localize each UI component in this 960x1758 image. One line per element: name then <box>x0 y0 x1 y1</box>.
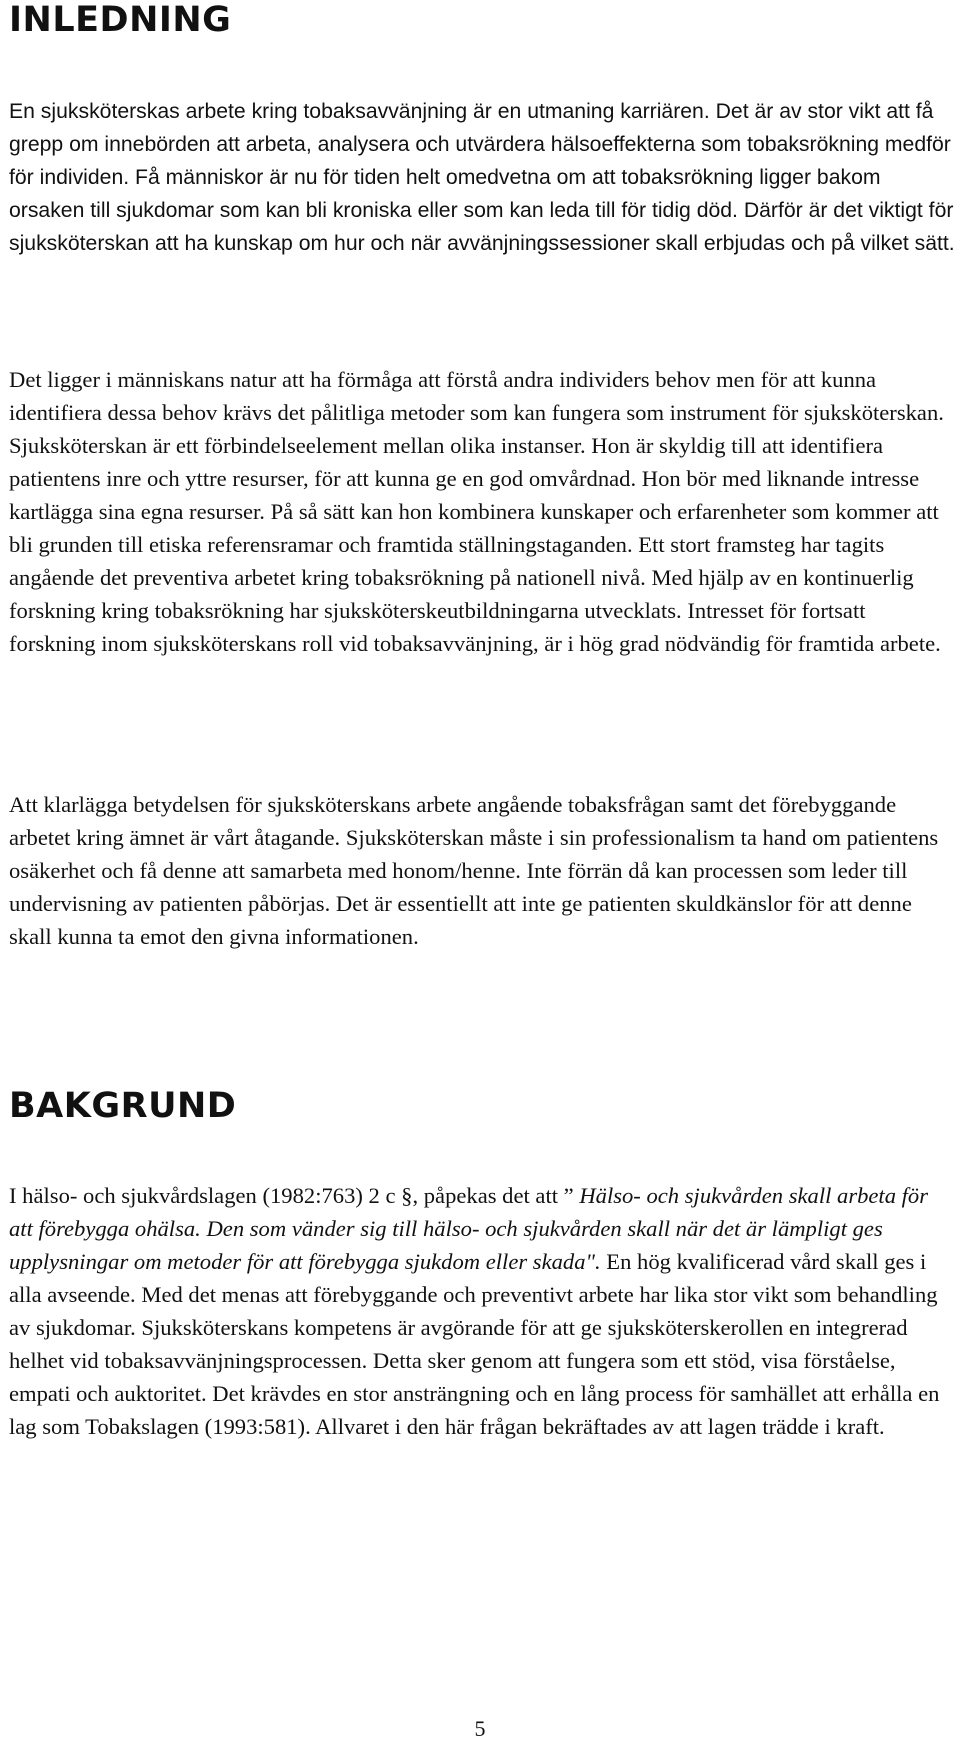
intro-paragraph-1: En sjuksköterskas arbete kring tobaksavvänjning är en utmaning karriären. Det är av stor vikt att få grepp om innebörden att arbeta, analysera och utvärdera hälsoeffekterna som tobaksrökning medför för individen. Få människor är nu för tiden helt omedvetna om att tobaksrökning ligger bakom orsaken till sjukdomar som kan bli kroniska eller som kan leda till för tidig död. Därför är det viktigt för sjuksköterskan att ha kunskap om hur och när avvänjningssessioner skall erbjudas och på vilket sätt. <box>9 100 955 255</box>
background-text-end: En hög kvalificerad vård skall ges i alla avseende. Med det menas att förebyggande och preventivt arbete har lika stor vikt som behandling av sjukdomar. Sjuksköterskans kompetens är avgörande för att ge sjuksköterskerollen en integrerad helhet vid tobaksavvänjningsprocessen. Detta sker genom att fungera som ett stöd, visa förståelse, empati och auktoritet. Det krävdes en stor ansträngning och en lång process för samhället att erhålla en lag som Tobakslagen (1993:581). Allvaret i den här frågan bekräftades av att lagen trädde i kraft. <box>9 1249 940 1439</box>
intro-paragraph-2: Det ligger i människans natur att ha förmåga att förstå andra individers behov men för att kunna identifiera dessa behov krävs det pålitliga metoder som kan fungera som instrument för sjuksköterskan. Sjuksköterskan är ett förbindelseelement mellan olika instanser. Hon är skyldig till att identifiera patientens inre och yttre resurser, för att kunna ge en god omvårdnad. Hon bör med liknande intresse kartlägga sina egna resurser. På så sätt kan hon kombinera kunskaper och erfarenheter som kommer att bli grunden till etiska referensramar och framtida ställningstaganden. Ett stort framsteg har tagits angående det preventiva arbetet kring tobaksrökning på nationell nivå. Med hjälp av en kontinuerlig forskning kring tobaksrökning har sjuksköterskeutbildningarna utvecklats. Intresset för fortsatt forskning inom sjuksköterskans roll vid tobaksavvänjning, är i hög grad nödvändig för framtida arbete. <box>9 367 944 656</box>
background-text-start: I hälso- och sjukvårdslagen (1982:763) 2 c §, påpekas det att ” <box>9 1183 580 1208</box>
section-heading-bakgrund: BAKGRUND <box>9 1086 237 1126</box>
page-number: 5 <box>474 1716 486 1741</box>
section-heading-inledning: INLEDNING <box>9 0 232 40</box>
law-quote: Hälso- och sjukvården skall arbeta för att förebygga ohälsa. Den som vänder sig till hälso- och sjukvården skall när det är lämpligt ges upplysningar om metoder för att förebygga sjukdom eller skada". <box>9 1183 929 1274</box>
background-paragraph-1 <box>9 1179 957 1443</box>
intro-paragraph-3: Att klarlägga betydelsen för sjuksköterskans arbete angående tobaksfrågan samt det förebyggande arbetet kring ämnet är vårt åtagande. Sjuksköterskan måste i sin professionalism ta hand om patientens osäkerhet och få denne att samarbeta med honom/henne. Inte förrän då kan processen som leder till undervisning av patienten påbörjas. Det är essentiellt att inte ge patienten skuldkänslor för att denne skall kunna ta emot den givna informationen. <box>9 792 939 949</box>
